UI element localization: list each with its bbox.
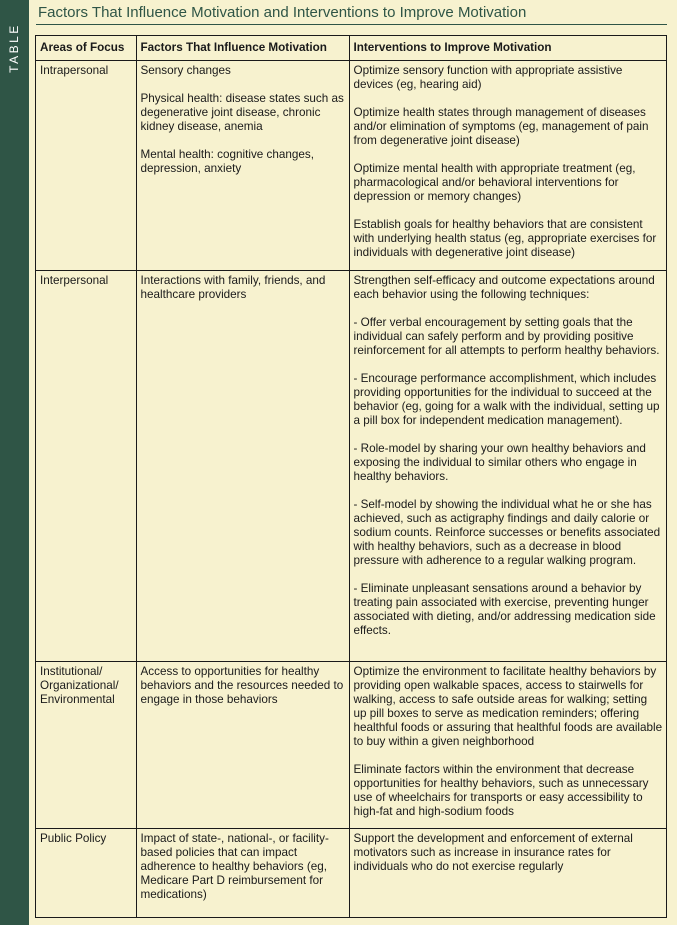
factor-text: Physical health: disease states such as degenerative joint disease, chronic kidney disease, anemia: [140, 92, 344, 133]
factors-cell: [136, 61, 349, 271]
factors-cell: [136, 829, 349, 918]
header-areas-of-focus: Areas of Focus: [36, 36, 136, 61]
intervention-text: - Self-model by showing the individual what he or she has achieved, such as actigraphy findings and daily calorie or sodium counts. Reinforce successes or benefits associated with healthy behaviors, such as a decrease in blood pressure with adherence to a regular walking program.: [353, 498, 661, 567]
interventions-cell: [349, 271, 666, 662]
factor-text: Interactions with family, friends, and healthcare providers: [140, 274, 326, 301]
interventions-cell: [349, 61, 666, 271]
intervention-text: Eliminate factors within the environment that decrease opportunities for healthy behaviors, such as unnecessary use of wheelchairs for transports or easy accessibility to high-fat and high-sodium foods: [353, 763, 649, 818]
intervention-text: Strengthen self-efficacy and outcome expectations around each behavior using the following techniques:: [353, 274, 655, 301]
intervention-text: - Encourage performance accomplishment, which includes providing opportunities for the individual to succeed at the behavior (eg, going for a walk with the individual, setting up a pill box for independent medication management).: [353, 372, 660, 427]
area-cell: Institutional/ Organizational/ Environmental: [36, 662, 136, 829]
header-factors: Factors That Influence Motivation: [136, 36, 349, 61]
table-row-institutional: [36, 662, 666, 829]
intervention-text: Optimize sensory function with appropriate assistive devices (eg, hearing aid): [353, 64, 623, 91]
intervention-text: - Offer verbal encouragement by setting goals that the individual can safely perform and by providing positive reinforcement for all attempts to perform healthy behaviors.: [353, 316, 660, 357]
area-cell: Intrapersonal: [36, 61, 136, 271]
factors-cell: [136, 662, 349, 829]
intervention-text: Optimize health states through management of diseases and/or elimination of symptoms (eg, management of pain from degenerative joint disease): [353, 106, 649, 147]
intervention-text: Establish goals for healthy behaviors that are consistent with underlying health status (eg, appropriate exercises for individuals with degenerative joint disease): [353, 218, 657, 259]
interventions-cell: [349, 829, 666, 918]
area-cell: Interpersonal: [36, 271, 136, 662]
factor-text: Impact of state-, national-, or facility-based policies that can impact adherence to healthy behaviors (eg, Medicare Part D reimbursement for medications): [140, 832, 329, 901]
motivation-table: [36, 36, 666, 917]
factor-text: Sensory changes: [140, 64, 231, 77]
table-row-public-policy: [36, 829, 666, 918]
header-interventions: Interventions to Improve Motivation: [349, 36, 666, 61]
area-cell: Public Policy: [36, 829, 136, 918]
table-row-interpersonal: [36, 271, 666, 662]
table-title: Factors That Influence Motivation and Interventions to Improve Motivation: [38, 4, 527, 21]
side-tab: [0, 0, 29, 925]
title-divider: [36, 24, 667, 25]
factor-text: Mental health: cognitive changes, depression, anxiety: [140, 148, 314, 175]
header-row: [36, 36, 666, 61]
intervention-text: Optimize mental health with appropriate treatment (eg, pharmacological and/or behavioral interventions for depression or memory changes): [353, 162, 636, 203]
intervention-text: Support the development and enforcement of external motivators such as increase in insurance rates for individuals who do not exercise regularly: [353, 832, 633, 873]
table-row-intrapersonal: [36, 61, 666, 271]
side-tab-label: TABLE: [7, 23, 21, 73]
factors-cell: [136, 271, 349, 662]
intervention-text: - Eliminate unpleasant sensations around a behavior by treating pain associated with exercise, preventing hunger associated with dieting, and/or addressing medication side effects.: [353, 582, 656, 637]
table-panel: [29, 0, 677, 925]
intervention-text: Optimize the environment to facilitate healthy behaviors by providing open walkable spaces, access to stairwells for walking, access to safe outside areas for walking; setting up pill boxes to serve as medication reminders; offering healthful foods or assuring that healthful foods are available to buy within a given neighborhood: [353, 665, 663, 748]
table-frame: [35, 35, 667, 918]
interventions-cell: [349, 662, 666, 829]
intervention-text: - Role-model by sharing your own healthy behaviors and exposing the individual to similar others who engage in healthy behaviors.: [353, 442, 646, 483]
factor-text: Access to opportunities for healthy behaviors and the resources needed to engage in those behaviors: [140, 665, 344, 706]
